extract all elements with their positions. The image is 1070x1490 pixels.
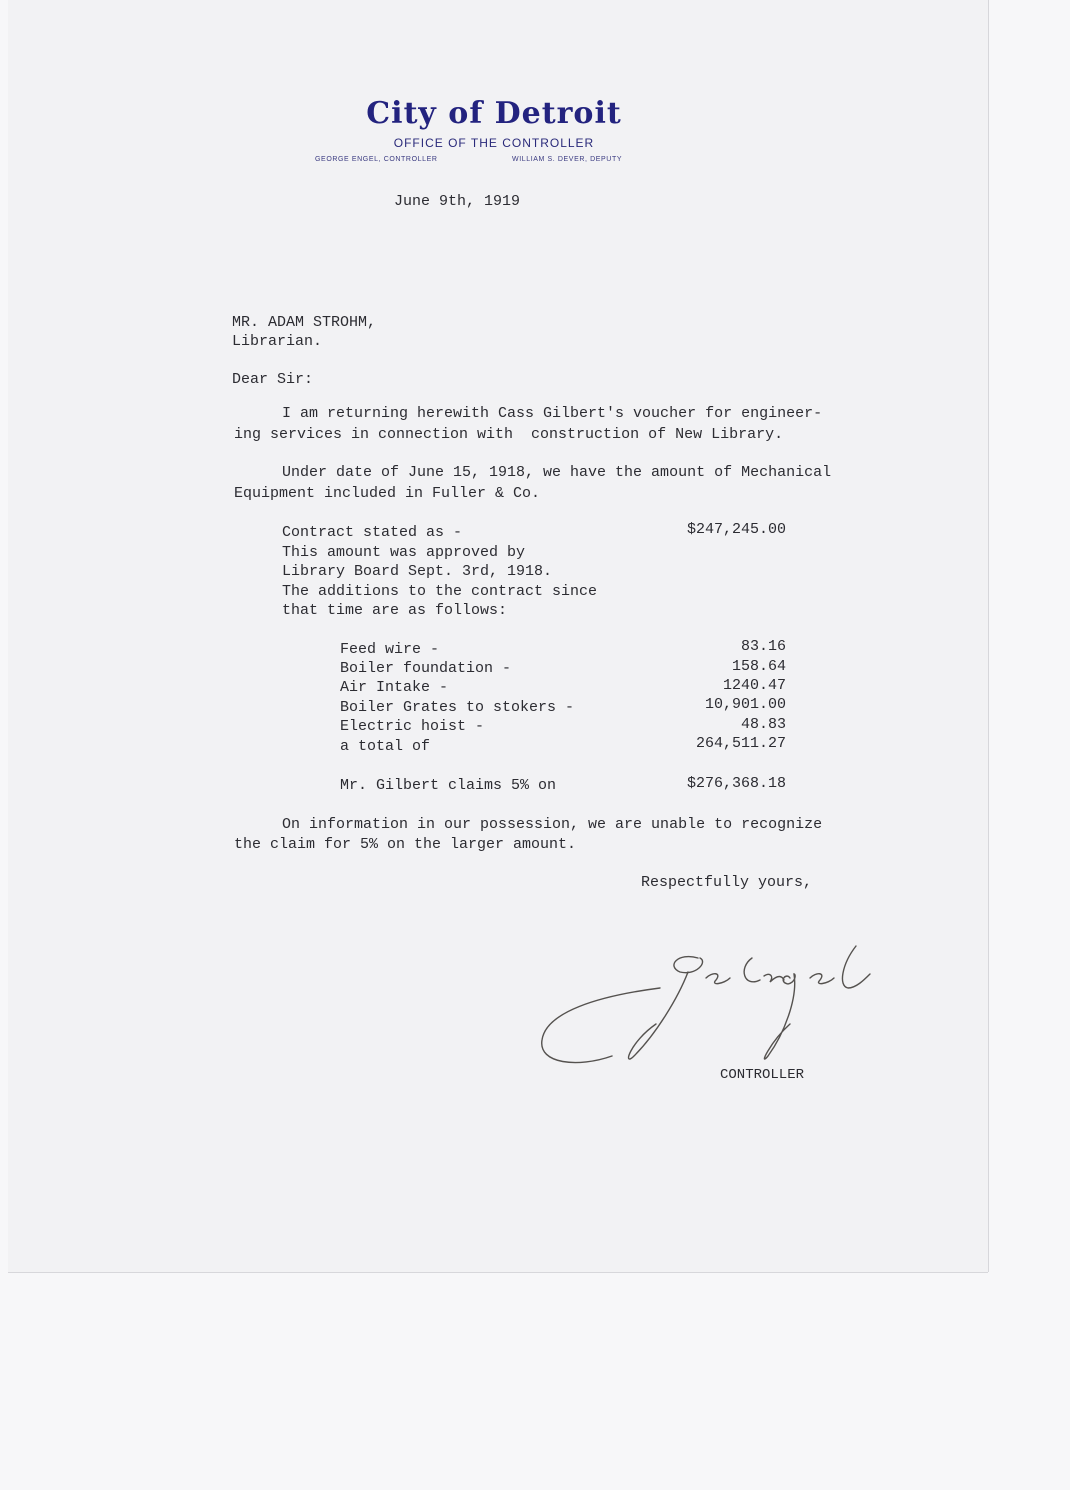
contract-amount: $247,245.00 [686,521,786,538]
contract-line-5: that time are as follows: [282,602,508,619]
letter-date: June 9th, 1919 [394,193,521,210]
paragraph-1-line-2: ing services in connection with construction of New Library. [234,426,784,443]
addition-label: Air Intake - [340,679,449,696]
signer-title: CONTROLLER [720,1067,805,1083]
contract-line-3: Library Board Sept. 3rd, 1918. [282,563,553,580]
addition-amount: 1240.47 [722,677,786,694]
addition-label: Feed wire - [340,641,440,658]
recipient-title: Librarian. [232,333,323,350]
letterhead-title: City of Detroit [366,96,622,131]
addition-label: Boiler Grates to stokers - [340,699,575,716]
addition-amount: 83.16 [740,638,786,655]
recipient-name: MR. ADAM STROHM, [232,314,377,331]
addition-total-label: a total of [340,738,431,755]
paragraph-2-line-1: Under date of June 15, 1918, we have the amount of Mechanical [282,464,832,481]
letterhead-office: OFFICE OF THE CONTROLLER [393,136,595,150]
paragraph-3-line-2: the claim for 5% on the larger amount. [234,836,577,853]
letter-sheet [8,0,988,1272]
addition-amount: 48.83 [740,716,786,733]
addition-amount: 10,901.00 [704,696,786,713]
addition-total-amount: 264,511.27 [695,735,786,752]
addition-amount: 158.64 [731,658,786,675]
contract-line-4: The additions to the contract since [282,583,598,600]
paragraph-2-line-2: Equipment included in Fuller & Co. [234,485,541,502]
addition-label: Electric hoist - [340,718,485,735]
letterhead-deputy: WILLIAM S. DEVER, DEPUTY [512,156,623,163]
contract-line-2: This amount was approved by [282,544,526,561]
addition-label: Boiler foundation - [340,660,512,677]
letterhead-controller: GEORGE ENGEL, CONTROLLER [315,156,438,163]
signature [538,938,898,1078]
paragraph-3-line-1: On information in our possession, we are unable to recognize [282,816,823,833]
closing: Respectfully yours, [641,874,813,891]
paragraph-1-line-1: I am returning herewith Cass Gilbert's voucher for engineer- [282,405,823,422]
contract-line-1: Contract stated as - [282,524,463,541]
claim-label: Mr. Gilbert claims 5% on [340,777,557,794]
salutation: Dear Sir: [232,371,314,388]
claim-amount: $276,368.18 [686,775,786,792]
